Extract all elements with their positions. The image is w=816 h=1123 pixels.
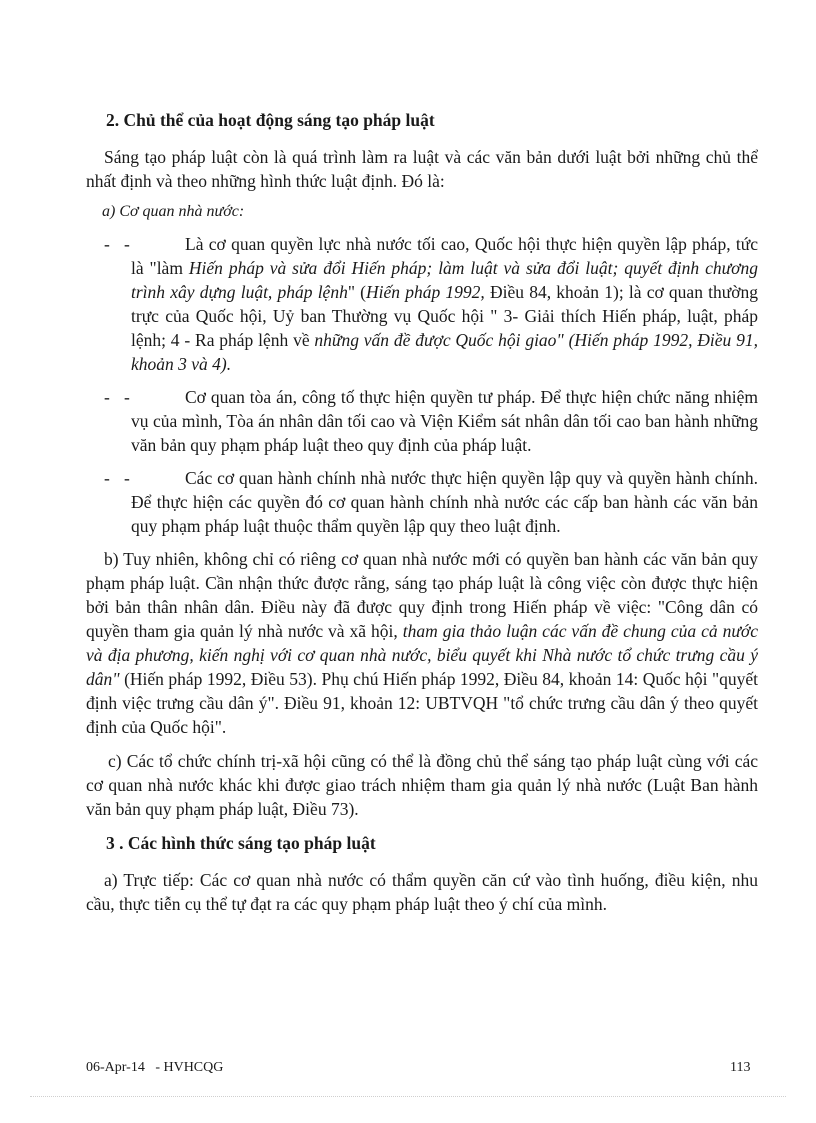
bullet-item-legislature [86, 232, 758, 376]
bullet-dash: - [124, 387, 130, 407]
italic-run: những vấn đề được Quốc hội giao" (Hiến pháp 1992, Điều 91, khoản 3 và 4). [131, 330, 758, 374]
bullet-dash: - [104, 387, 110, 407]
footer-date-source: 06-Apr-14 - HVHCQG [86, 1060, 224, 1075]
bullet-marks [104, 466, 144, 490]
italic-run: Hiến pháp và sửa đổi Hiến pháp; làm luật và sửa đổi luật; quyết định chương trình xây dựng luật, pháp lệnh [131, 258, 758, 302]
text-run: (Hiến pháp 1992, Điều 53). Phụ chú Hiến pháp 1992, Điều 84, khoản 14: Quốc hội "quyết định việc trưng cầu dân ý". Điều 91, khoản 12: UBTVQH "tổ chức trưng cầu dân ý theo quyết định của Quốc hội". [86, 669, 758, 737]
bullet-dash: - [104, 234, 110, 254]
italic-run: Hiến pháp 1992, [366, 282, 485, 302]
paragraph-b [86, 547, 758, 739]
text-run: Điều 84, khoản 1); là cơ quan thường trực của Quốc hội, Uỷ ban Thường vụ Quốc hội " 3- Giải thích Hiến pháp, luật, pháp lệnh; 4 - Ra pháp lệnh về [131, 282, 758, 350]
section-3-paragraph-a: a) Trực tiếp: Các cơ quan nhà nước có thẩm quyền căn cứ vào tình huống, điều kiện, nhu cầu, thực tiễn cụ thể tự đạt ra các quy phạm pháp luật theo ý chí của mình. [86, 870, 758, 914]
bullet-dash: - [104, 468, 110, 488]
bullet-item-judiciary [86, 385, 758, 457]
bullet-dash: - [124, 234, 130, 254]
bullet-marks [104, 385, 144, 409]
text-run: " ( [347, 282, 366, 302]
section-3-heading: 3 . Các hình thức sáng tạo pháp luật [106, 833, 376, 853]
bullet-body [131, 232, 758, 376]
sub-heading-a: a) Cơ quan nhà nước: [102, 203, 245, 220]
section-2-intro: Sáng tạo pháp luật còn là quá trình làm ra luật và các văn bản dưới luật bởi những chủ thể nhất định và theo những hình thức luật định. Đó là: [86, 147, 758, 191]
page-number: 113 [730, 1060, 751, 1075]
bullet-body: Các cơ quan hành chính nhà nước thực hiện quyền lập quy và quyền hành chính. Để thực hiện các quyền đó cơ quan hành chính nhà nước các cấp ban hành các văn bản quy phạm pháp luật thuộc thẩm quyền lập quy theo luật định. [131, 468, 758, 536]
italic-run: tham gia thảo luận các vấn đề chung của cả nước và địa phương, kiến nghị với cơ quan nhà nước, biểu quyết khi Nhà nước tổ chức trưng cầu ý dân" [86, 621, 758, 689]
text-run: Là cơ quan quyền lực nhà nước tối cao, Quốc hội thực hiện quyền lập pháp, tức là "làm [131, 234, 758, 278]
page-content [86, 108, 758, 926]
section-2-heading: 2. Chủ thể của hoạt động sáng tạo pháp luật [106, 110, 435, 130]
bullet-dash: - [124, 468, 130, 488]
bullet-marks [104, 232, 144, 256]
text-run: b) Tuy nhiên, không chỉ có riêng cơ quan nhà nước mới có quyền ban hành các văn bản quy phạm pháp luật. Cần nhận thức được rằng, sáng tạo pháp luật là công việc còn được thực hiện bởi bản thân nhân dân. Điều này đã được quy định trong Hiến pháp về việc: "Công dân có quyền tham gia quản lý nhà nước và xã hội, [86, 549, 758, 641]
paragraph-c: c) Các tổ chức chính trị-xã hội cũng có thể là đồng chủ thể sáng tạo pháp luật cùng với các cơ quan nhà nước khác khi được giao trách nhiệm tham gia quản lý nhà nước (Luật Ban hành văn bản quy phạm pháp luật, Điều 73). [86, 751, 758, 819]
footer-divider [30, 1096, 786, 1097]
bullet-body: Cơ quan tòa án, công tố thực hiện quyền tư pháp. Để thực hiện chức năng nhiệm vụ của mình, Tòa án nhân dân tối cao và Viện Kiểm sát nhân dân tối cao ban hành những văn bản quy phạm pháp luật theo quy định của pháp luật. [131, 387, 758, 455]
bullet-item-executive [86, 466, 758, 538]
